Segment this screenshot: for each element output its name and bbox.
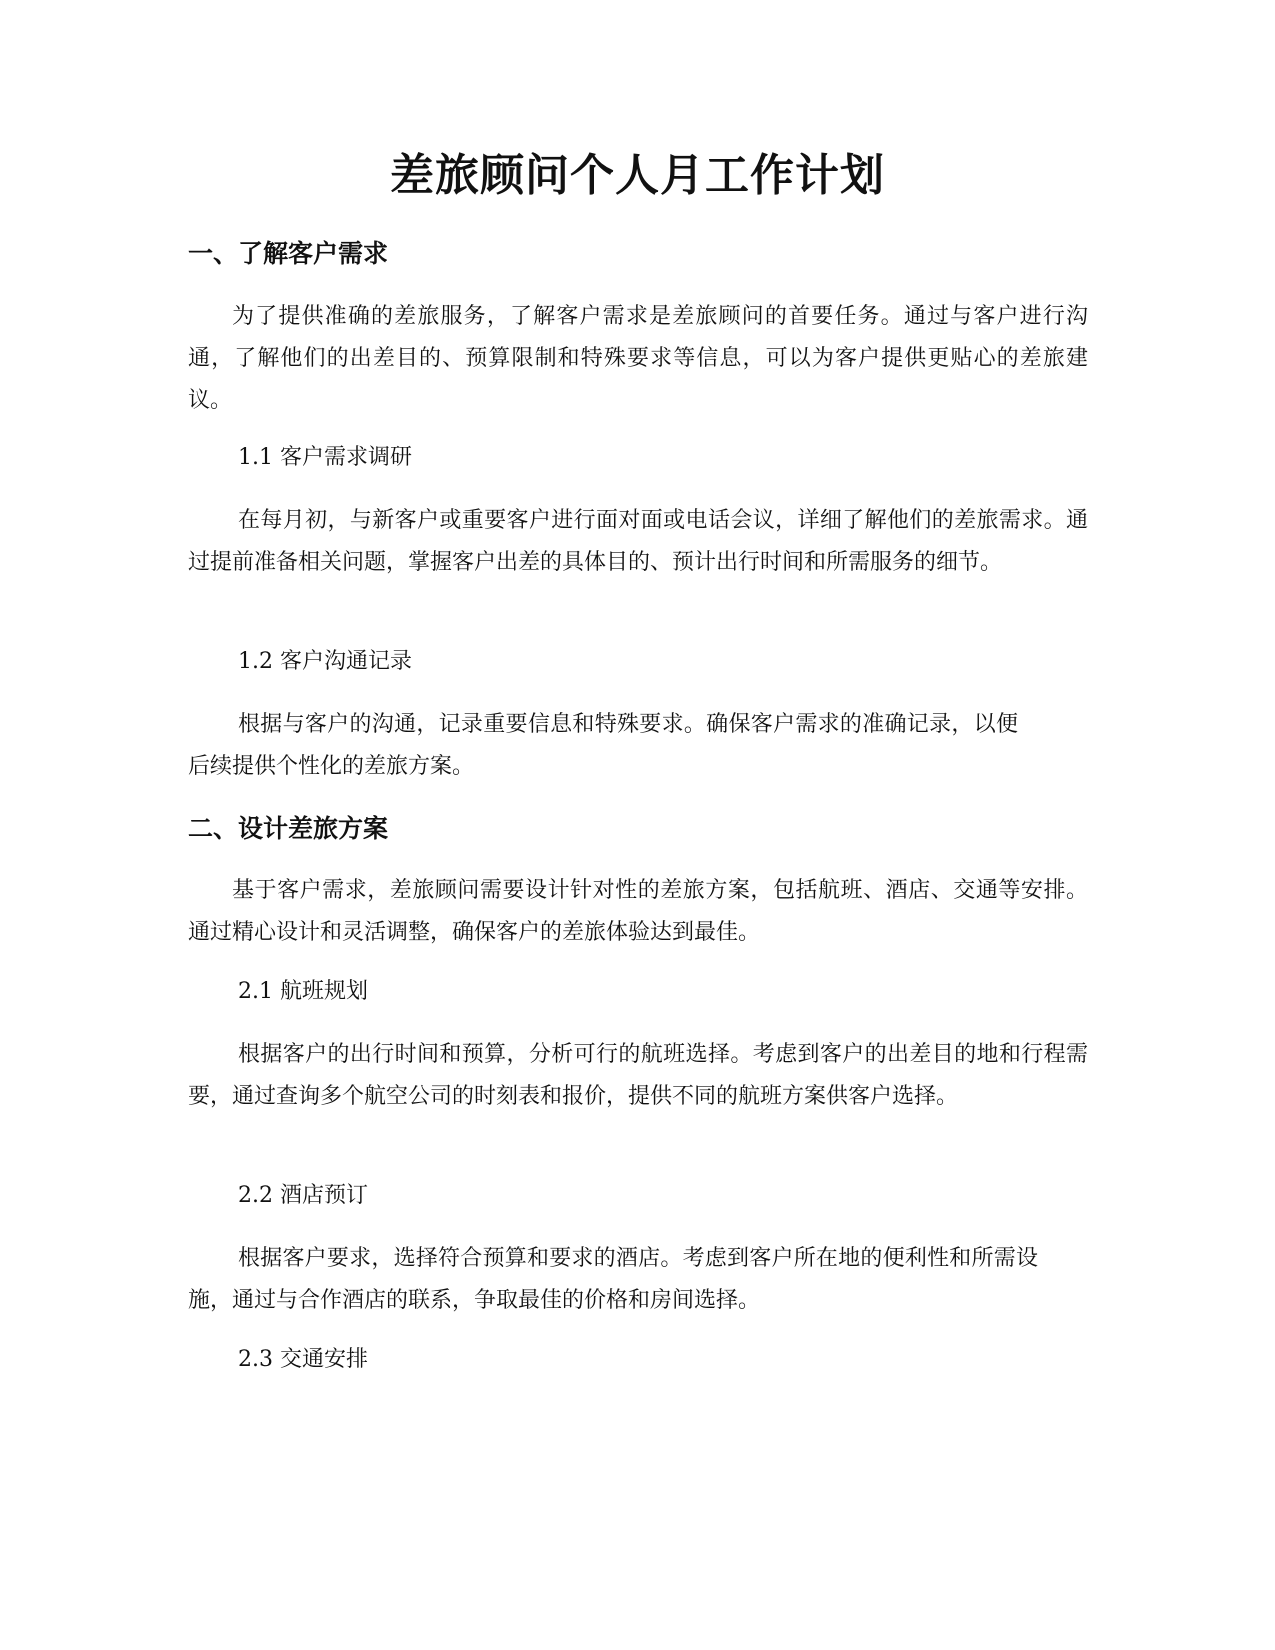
subsection-heading-2-1: 2.1 航班规划: [238, 979, 368, 1004]
subsection-2-2-body: 根据客户要求，选择符合预算和要求的酒店。考虑到客户所在地的便利性和所需设施，通过与合作酒店的联系，争取最佳的价格和房间选择。: [188, 1246, 1038, 1313]
subsection-heading-1-1: 1.1 客户需求调研: [238, 445, 412, 470]
section-heading-1: 一、了解客户需求: [188, 239, 389, 268]
subsection-1-1-body: 在每月初，与新客户或重要客户进行面对面或电话会议，详细了解他们的差旅需求。通过提前准备相关问题，掌握客户出差的具体目的、预计出行时间和所需服务的细节。: [188, 508, 1088, 575]
subsection-2-1-body: 根据客户的出行时间和预算，分析可行的航班选择。考虑到客户的出差目的地和行程需要，通过查询多个航空公司的时刻表和报价，提供不同的航班方案供客户选择。: [188, 1042, 1088, 1109]
subsection-heading-2-2: 2.2 酒店预订: [238, 1183, 368, 1208]
section-2-intro: 基于客户需求，差旅顾问需要设计针对性的差旅方案，包括航班、酒店、交通等安排。通过精心设计和灵活调整，确保客户的差旅体验达到最佳。: [188, 878, 1088, 945]
section-1-intro: 为了提供准确的差旅服务，了解客户需求是差旅顾问的首要任务。通过与客户进行沟通，了解他们的出差目的、预算限制和特殊要求等信息，可以为客户提供更贴心的差旅建议。: [188, 304, 1088, 413]
subsection-1-2-body: 根据与客户的沟通，记录重要信息和特殊要求。确保客户需求的准确记录，以便后续提供个性化的差旅方案。: [188, 712, 1018, 779]
document-title: 差旅顾问个人月工作计划: [390, 150, 885, 201]
section-heading-2: 二、设计差旅方案: [188, 814, 389, 843]
subsection-heading-2-3: 2.3 交通安排: [238, 1347, 368, 1372]
subsection-heading-1-2: 1.2 客户沟通记录: [238, 649, 412, 674]
